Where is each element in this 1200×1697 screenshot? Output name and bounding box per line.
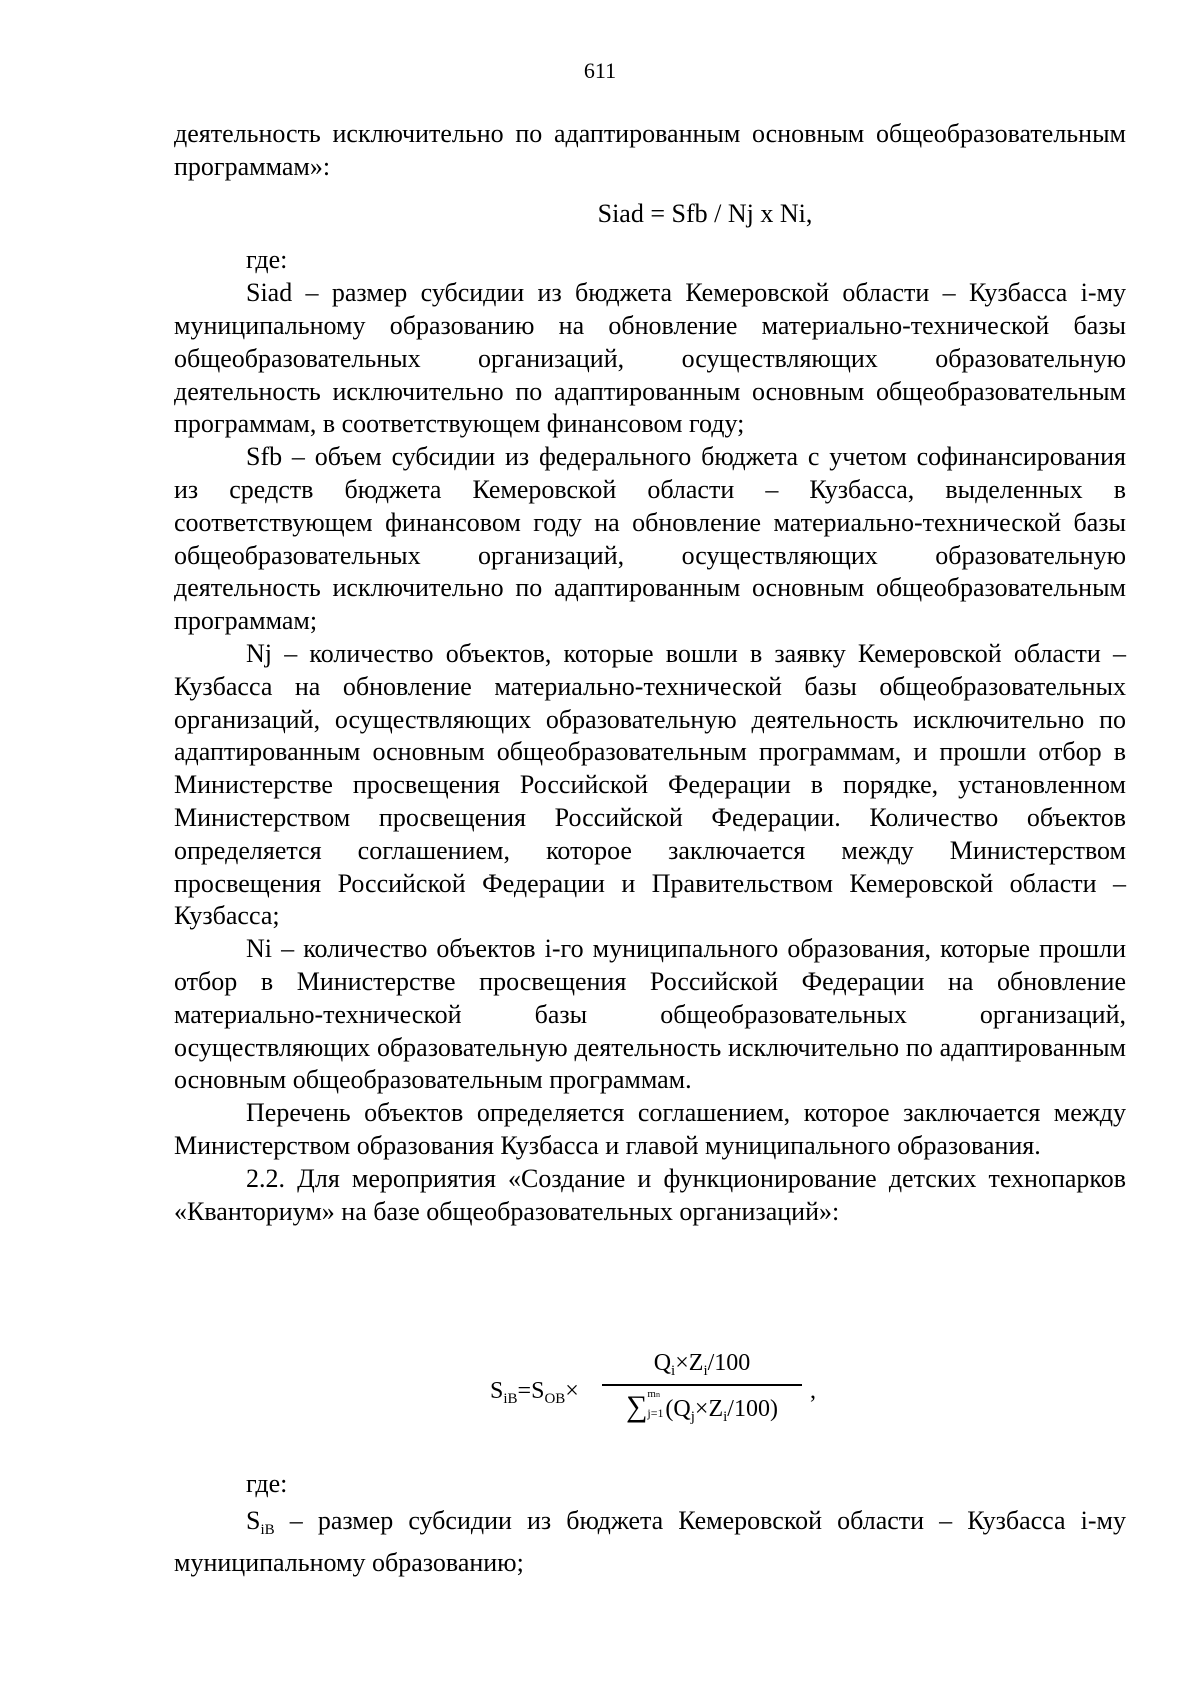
continued-paragraph: деятельность исключительно по адаптированным основным общеобразовательным программам»: [174,119,1126,181]
formula-denominator: ∑ mn j=1 $(Q_j\times Z_i/100)$ [626,1388,778,1425]
formula-siad: Siad = Sfb / Nj x Ni, [597,198,813,228]
definition-siad: Siad – размер субсидии из бюджета Кемеровской области – Кузбасса i-му муниципальному образованию на обновление материально-технической базы общеобразовательных организаций, осуществляющих образовательную деятельность исключительно по адаптированным основным общеобразовательным программам, в соответствующем финансовом году; [174,278,1126,439]
page-number: 611 [583,58,617,83]
sigma-symbol: ∑ [626,1390,648,1423]
item-2-2: 2.2. Для мероприятия «Создание и функционирование детских технопарков «Кванториум» на базе общеобразовательных организаций»: [174,1163,1126,1226]
definition-nj: Nj – количество объектов, которые вошли в заявку Кемеровской области – Кузбасса на обновление материально-технической базы общеобразовательных организаций, осуществляющих образовательную деятельность исключительно по адаптированным основным общеобразовательным программам, и прошли отбор в Министерстве просвещения Российской Федерации в порядке, установленном Министерством просвещения Российской Федерации. Количество объектов определяется соглашением, которое заключается между Министерством просвещения Российской Федерации и Правительством Кемеровской области – Кузбасса; [174,638,1126,931]
objects-list-note: Перечень объектов определяется соглашением, которое заключается между Министерством образования Кузбасса и главой муниципального образования. [174,1098,1126,1160]
where-label-2: где: [246,1469,288,1498]
definition-ni: Ni – количество объектов i-го муниципального образования, которые прошли отбор в Министерстве просвещения Российской Федерации на обновление материально-технической базы общеобразовательных организаций, осуществляющих образовательную деятельность исключительно по адаптированным основным общеобразовательным программам. [174,934,1126,1095]
definition-sib: $S_{iB}$ – размер субсидии из бюджета Кемеровской области – Кузбасса i-му муниципальному образованию; [174,1505,1126,1577]
text-block-upper [174,118,1126,1228]
formula-comma: , [810,1378,816,1404]
text-block-lower [174,1468,1126,1579]
where-label: где: [246,245,288,275]
formula-lhs: $S_{iB}=S_{OB}\times$ [490,1378,579,1407]
definition-sfb: Sfb – объем субсидии из федерального бюджета с учетом софинансирования из средств бюджета Кемеровской области – Кузбасса, выделенных в соответствующем финансовом году на обновление материально-технической базы общеобразовательных организаций, осуществляющих образовательную деятельность исключительно по адаптированным основным общеобразовательным программам; [174,442,1126,636]
fraction-bar [602,1384,802,1386]
formula-numerator: $Q_i\times Z_i/100$ [653,1350,751,1379]
